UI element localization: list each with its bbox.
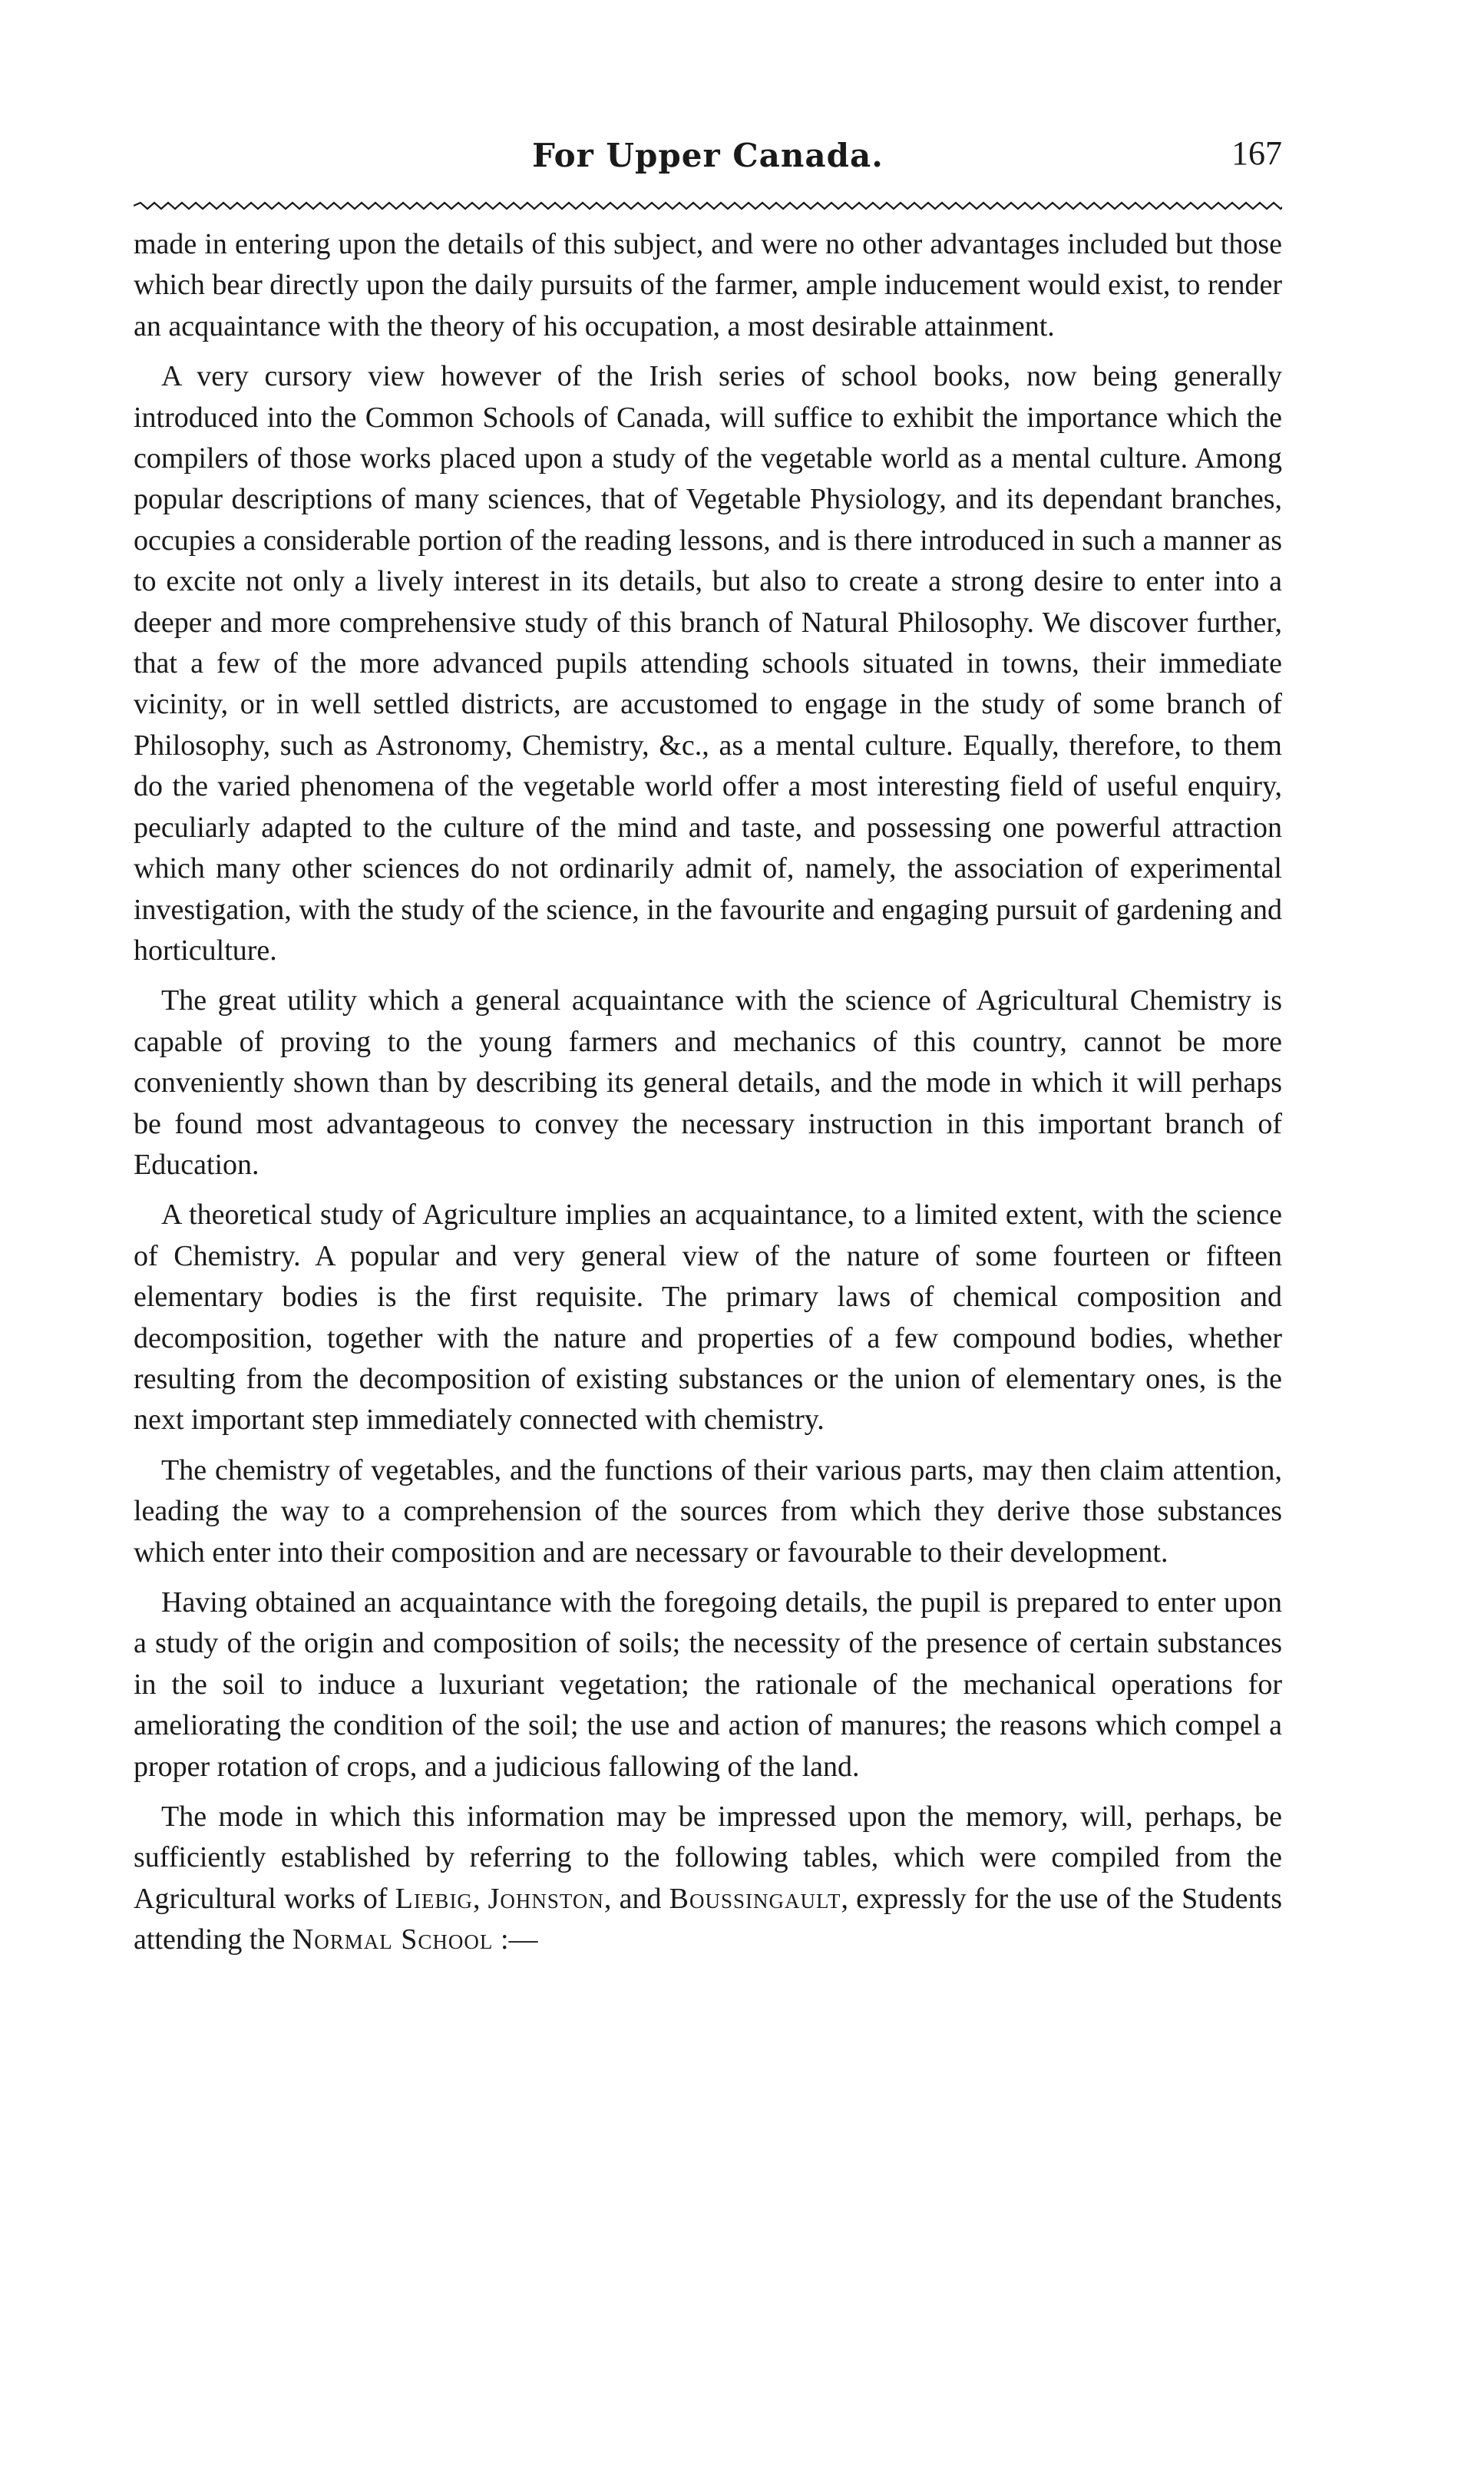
paragraph-5: The chemistry of vegetables, and the functions of their various parts, may then claim attention, leading the way to a comprehension of the sources from which they derive those substances which enter into their composition and are necessary or favourable to their development. <box>134 1453 1282 1569</box>
header-rule <box>134 201 1282 210</box>
author-johnston: Johnston <box>488 1882 604 1915</box>
author-boussingault: Boussingault <box>669 1882 841 1915</box>
paragraph-4: A theoretical study of Agriculture implies an acquaintance, to a limited extent, with the science of Chemistry. A popular and very general view of the nature of some fourteen or fifteen elementary bodies is the first requisite. The primary laws of chemical composition and decomposition, together with the nature and properties of a few compound bodies, whether resulting from the decomposition of existing substances or the union of elementary ones, is the next important step immediately connected with chemistry. <box>134 1199 1282 1437</box>
page-header <box>134 129 1282 190</box>
body-text <box>134 224 1282 1970</box>
author-liebig: Liebig <box>395 1882 473 1915</box>
paragraph-6: Having obtained an acquaintance with the foregoing details, the pupil is prepared to enter upon a study of the origin and composition of soils; the necessity of the presence of certain substances in the soil to induce a luxuriant vegetation; the rationale of the mechanical operations for ameliorating the condition of the soil; the use and action of manures; the reasons which compel a proper rotation of crops, and a judicious fallowing of the land. <box>134 1586 1282 1783</box>
paragraph-1: made in entering upon the details of this subject, and were no other advantages included but those which bear directly upon the daily pursuits of the farmer, ample inducement would exist, to render an acquaintance with the theory of his occupation, a most desirable attainment. <box>134 228 1282 342</box>
separator-1: , <box>472 1882 488 1915</box>
running-head: For Upper Canada. <box>532 137 884 174</box>
paragraph-3: The great utility which a general acquaintance with the science of Agricultural Chemistry is capable of proving to the young farmers and mechanics of this country, cannot be more conveniently shown than by describing its general details, and the mode in which it will perhaps be found most advantageous to convey the necessary instruction in this important branch of Education. <box>134 984 1282 1181</box>
paragraph-7 <box>134 1797 1282 1961</box>
paragraph-7-text-2: , expressly for the use of the Students attending the <box>134 1882 1282 1956</box>
paragraph-7-text-3: :— <box>493 1923 538 1956</box>
page-number: 167 <box>1231 134 1282 172</box>
normal-school: Normal School <box>292 1923 494 1956</box>
paragraph-2: A very cursory view however of the Irish series of school books, now being generally introduced into the Common Schools of Canada, will suffice to exhibit the importance which the compilers of those works placed upon a study of the vegetable world as a mental culture. Among popular descriptions of many sciences, that of Vegetable Physiology, and its dependant branches, occupies a considerable portion of the reading lessons, and is there introduced in such a manner as to excite not only a lively interest in its details, but also to create a strong desire to enter into a deeper and more comprehensive study of this branch of Natural Philosophy. We discover further, that a few of the more advanced pupils attending schools situated in towns, their immediate vicinity, or in well settled districts, are accustomed to engage in the study of some branch of Philosophy, such as Astronomy, Chemistry, &c., as a mental culture. Equally, therefore, to them do the varied phenomena of the vegetable world offer a most interesting field of useful enquiry, peculiarly adapted to the culture of the mind and taste, and possessing one powerful attraction which many other sciences do not ordinarily admit of, namely, the association of experimental investigation, with the study of the science, in the favourite and engaging pursuit of gardening and horticulture. <box>134 360 1282 967</box>
separator-2: , and <box>603 1882 669 1915</box>
paragraph-7-text-1: The mode in which this information may be impressed upon the memory, will, perhaps, be sufficiently established by referring to the following tables, which were compiled from the Agricultural works of <box>134 1801 1282 1915</box>
